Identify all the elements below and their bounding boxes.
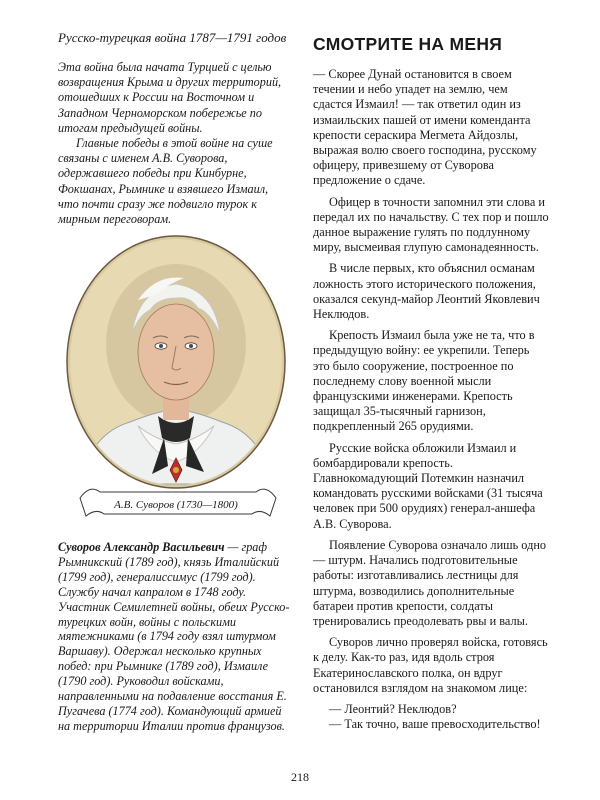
article-paragraph: В числе первых, кто объяснил османам ложность этого исторического положения, оказался секунд-майор Леонтий Яковлевич Неклюдов.: [313, 261, 540, 322]
intro-paragraph: Главные победы в этой войне на суше связаны с именем А.В. Суворова, одержавшего победы при Кинбурне, Фокшанах, Рымнике и взявшего Измаил, что почти сразу же подвигло турок к мирным переговорам.: [58, 136, 273, 227]
article-paragraph: Появление Суворова означало лишь одно — штурм. Начались подготовительные работы: изготавливались лестницы для штурма, возводились дополнительные батареи против крепости, солдаты тренировались преодолевать рвы и валы.: [313, 537, 547, 628]
bio-text: — граф Рымникский (1789 год), князь Италийский (1799 год), генералиссимус (1799 год). Службу начал капралом в 1748 году. Участник Семилетней войны, обеих Русско-турецких войн, войны с польскими мятежниками (в 1794 году взял штурмом Варшаву). Одержал несколько крупных побед: при Рымнике (1789 год), Измаиле (1790 год). Руководил войсками, направленными на подавление восстания Е. Пугачева (1774 год). Командующий армией на территории Италии против французов.: [58, 540, 290, 733]
article-title: СМОТРИТЕ НА МЕНЯ: [313, 34, 503, 54]
article-paragraph: — Скорее Дунай остановится в своем течении и небо упадет на землю, чем сдастся Измаил! — так ответил один из измаильских пашей от имени коменданта крепости сераскира Мегмета Айдозлы, выражая волю своего господина, русскому офицеру, привезшему от Суворова предложение о сдаче.: [313, 67, 537, 188]
portrait-illustration: [60, 234, 292, 534]
page-number: 218: [291, 770, 309, 784]
portrait-caption: А.В. Суворов (1730—1800): [114, 499, 238, 511]
article: [313, 34, 549, 732]
article-paragraph: — Так точно, ваше превосходительство!: [329, 717, 541, 732]
sidebar: [58, 30, 290, 227]
intro-paragraph: Эта война была начата Турцией с целью возвращения Крыма и других территорий, отошедших к России на Восточном и Западном Черноморском побережье по итогам предыдущей войны.: [58, 60, 282, 135]
bio-name: Суворов Александр Васильевич: [58, 540, 225, 554]
sidebar-intro: [58, 60, 290, 227]
article-paragraph: — Леонтий? Неклюдов?: [329, 701, 457, 716]
article-paragraph: Суворов лично проверял войска, готовясь к делу. Как-то раз, идя вдоль строя Екатеринославского полка, он вдруг остановился взглядом на знакомом лице:: [313, 635, 548, 695]
article-paragraph: Русские войска обложили Измаил и бомбардировали крепость. Главнокомадующий Потемкин назначил командовать русскими войсками (31 тысяча человек при 500 орудиях) генерал-аншефа А.В. Суворова.: [313, 440, 543, 531]
sidebar-title: Русско-турецкая война 1787—1791 годов: [58, 30, 287, 45]
suvorov-portrait: [60, 234, 292, 534]
article-paragraph: Крепость Измаил была уже не та, что в предыдущую войну: ее укрепили. Теперь это было сооружение, построенное по последнему слову военной мысли французскими инженерами. Крепость защищал 35-тысячный гарнизон, подкрепленный 265 орудиями.: [313, 328, 535, 434]
biography: [58, 540, 290, 734]
article-paragraph: Офицер в точности запомнил эти слова и передал их по начальству. С тех пор и пошло данное выражение гулять по подлунному миру, высмеивая глупую самонадеянность.: [313, 194, 549, 255]
